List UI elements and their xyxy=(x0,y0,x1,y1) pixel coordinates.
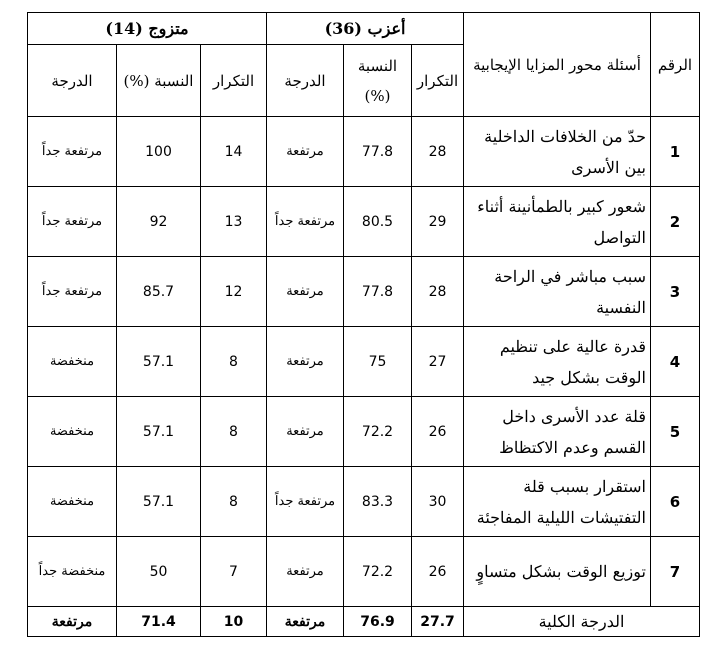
row-question: سبب مباشر في الراحة النفسية xyxy=(464,257,651,327)
row-single-frequency: 27 xyxy=(412,327,464,397)
row-single-frequency: 26 xyxy=(412,537,464,607)
questions-header: أسئلة محور المزايا الإيجابية xyxy=(464,13,651,117)
table-row xyxy=(28,117,700,187)
single-frequency-header: التكرار xyxy=(412,45,464,117)
single-degree-header: الدرجة xyxy=(267,45,344,117)
row-question: توزيع الوقت بشكل متساوٍ xyxy=(464,537,651,607)
row-married-percent: 57.1 xyxy=(117,467,201,537)
table-row xyxy=(28,537,700,607)
married-percent-header: النسبة (%) xyxy=(117,45,201,117)
total-row xyxy=(28,607,700,637)
row-married-percent: 50 xyxy=(117,537,201,607)
row-married-percent: 57.1 xyxy=(117,397,201,467)
row-married-degree: منخفضة xyxy=(28,467,117,537)
row-married-frequency: 7 xyxy=(201,537,267,607)
results-table xyxy=(27,12,700,637)
row-single-percent: 75 xyxy=(344,327,412,397)
row-married-percent: 92 xyxy=(117,187,201,257)
row-single-degree: مرتفعة xyxy=(267,117,344,187)
row-married-degree: منخفضة جداً xyxy=(28,537,117,607)
row-single-degree: مرتفعة جداً xyxy=(267,187,344,257)
row-question: شعور كبير بالطمأنينة أثناء التواصل xyxy=(464,187,651,257)
table-row xyxy=(28,257,700,327)
row-married-degree: منخفضة xyxy=(28,397,117,467)
row-single-degree: مرتفعة xyxy=(267,537,344,607)
row-rank: 3 xyxy=(651,257,700,327)
total-married-degree: مرتفعة xyxy=(28,607,117,637)
row-single-frequency: 26 xyxy=(412,397,464,467)
row-single-percent: 72.2 xyxy=(344,537,412,607)
row-question: قلة عدد الأسرى داخل القسم وعدم الاكتظاظ xyxy=(464,397,651,467)
row-married-percent: 57.1 xyxy=(117,327,201,397)
row-single-frequency: 28 xyxy=(412,257,464,327)
row-married-frequency: 8 xyxy=(201,327,267,397)
row-rank: 2 xyxy=(651,187,700,257)
row-married-degree: مرتفعة جداً xyxy=(28,257,117,327)
row-rank: 4 xyxy=(651,327,700,397)
row-single-degree: مرتفعة جداً xyxy=(267,467,344,537)
row-single-percent: 77.8 xyxy=(344,257,412,327)
row-single-degree: مرتفعة xyxy=(267,257,344,327)
total-single-frequency: 27.7 xyxy=(412,607,464,637)
row-single-frequency: 30 xyxy=(412,467,464,537)
row-single-percent: 77.8 xyxy=(344,117,412,187)
total-married-percent: 71.4 xyxy=(117,607,201,637)
row-single-percent: 72.2 xyxy=(344,397,412,467)
table-wrapper xyxy=(27,12,700,637)
total-married-frequency: 10 xyxy=(201,607,267,637)
total-label: الدرجة الكلية xyxy=(464,607,700,637)
row-question: قدرة عالية على تنظيم الوقت بشكل جيد xyxy=(464,327,651,397)
single-percent-header: النسبة (%) xyxy=(344,45,412,117)
row-single-percent: 83.3 xyxy=(344,467,412,537)
married-degree-header: الدرجة xyxy=(28,45,117,117)
row-married-percent: 100 xyxy=(117,117,201,187)
total-single-percent: 76.9 xyxy=(344,607,412,637)
row-rank: 5 xyxy=(651,397,700,467)
row-married-frequency: 12 xyxy=(201,257,267,327)
married-group-header: متزوج (14) xyxy=(28,13,267,45)
row-single-degree: مرتفعة xyxy=(267,397,344,467)
row-question: استقرار بسبب قلة التفتيشات الليلية المفاجئة xyxy=(464,467,651,537)
table-body xyxy=(28,117,700,607)
table-row xyxy=(28,187,700,257)
table-row xyxy=(28,397,700,467)
row-married-frequency: 8 xyxy=(201,467,267,537)
married-frequency-header: التكرار xyxy=(201,45,267,117)
single-group-header: أعزب (36) xyxy=(267,13,464,45)
row-married-degree: مرتفعة جداً xyxy=(28,187,117,257)
row-rank: 6 xyxy=(651,467,700,537)
row-single-degree: مرتفعة xyxy=(267,327,344,397)
row-rank: 1 xyxy=(651,117,700,187)
row-single-percent: 80.5 xyxy=(344,187,412,257)
rank-header: الرقم xyxy=(651,13,700,117)
row-married-percent: 85.7 xyxy=(117,257,201,327)
table-row xyxy=(28,327,700,397)
row-question: حدّ من الخلافات الداخلية بين الأسرى xyxy=(464,117,651,187)
table-row xyxy=(28,467,700,537)
total-single-degree: مرتفعة xyxy=(267,607,344,637)
row-rank: 7 xyxy=(651,537,700,607)
row-married-frequency: 8 xyxy=(201,397,267,467)
row-married-degree: مرتفعة جداً xyxy=(28,117,117,187)
row-married-frequency: 14 xyxy=(201,117,267,187)
row-single-frequency: 28 xyxy=(412,117,464,187)
row-single-frequency: 29 xyxy=(412,187,464,257)
row-married-degree: منخفضة xyxy=(28,327,117,397)
row-married-frequency: 13 xyxy=(201,187,267,257)
